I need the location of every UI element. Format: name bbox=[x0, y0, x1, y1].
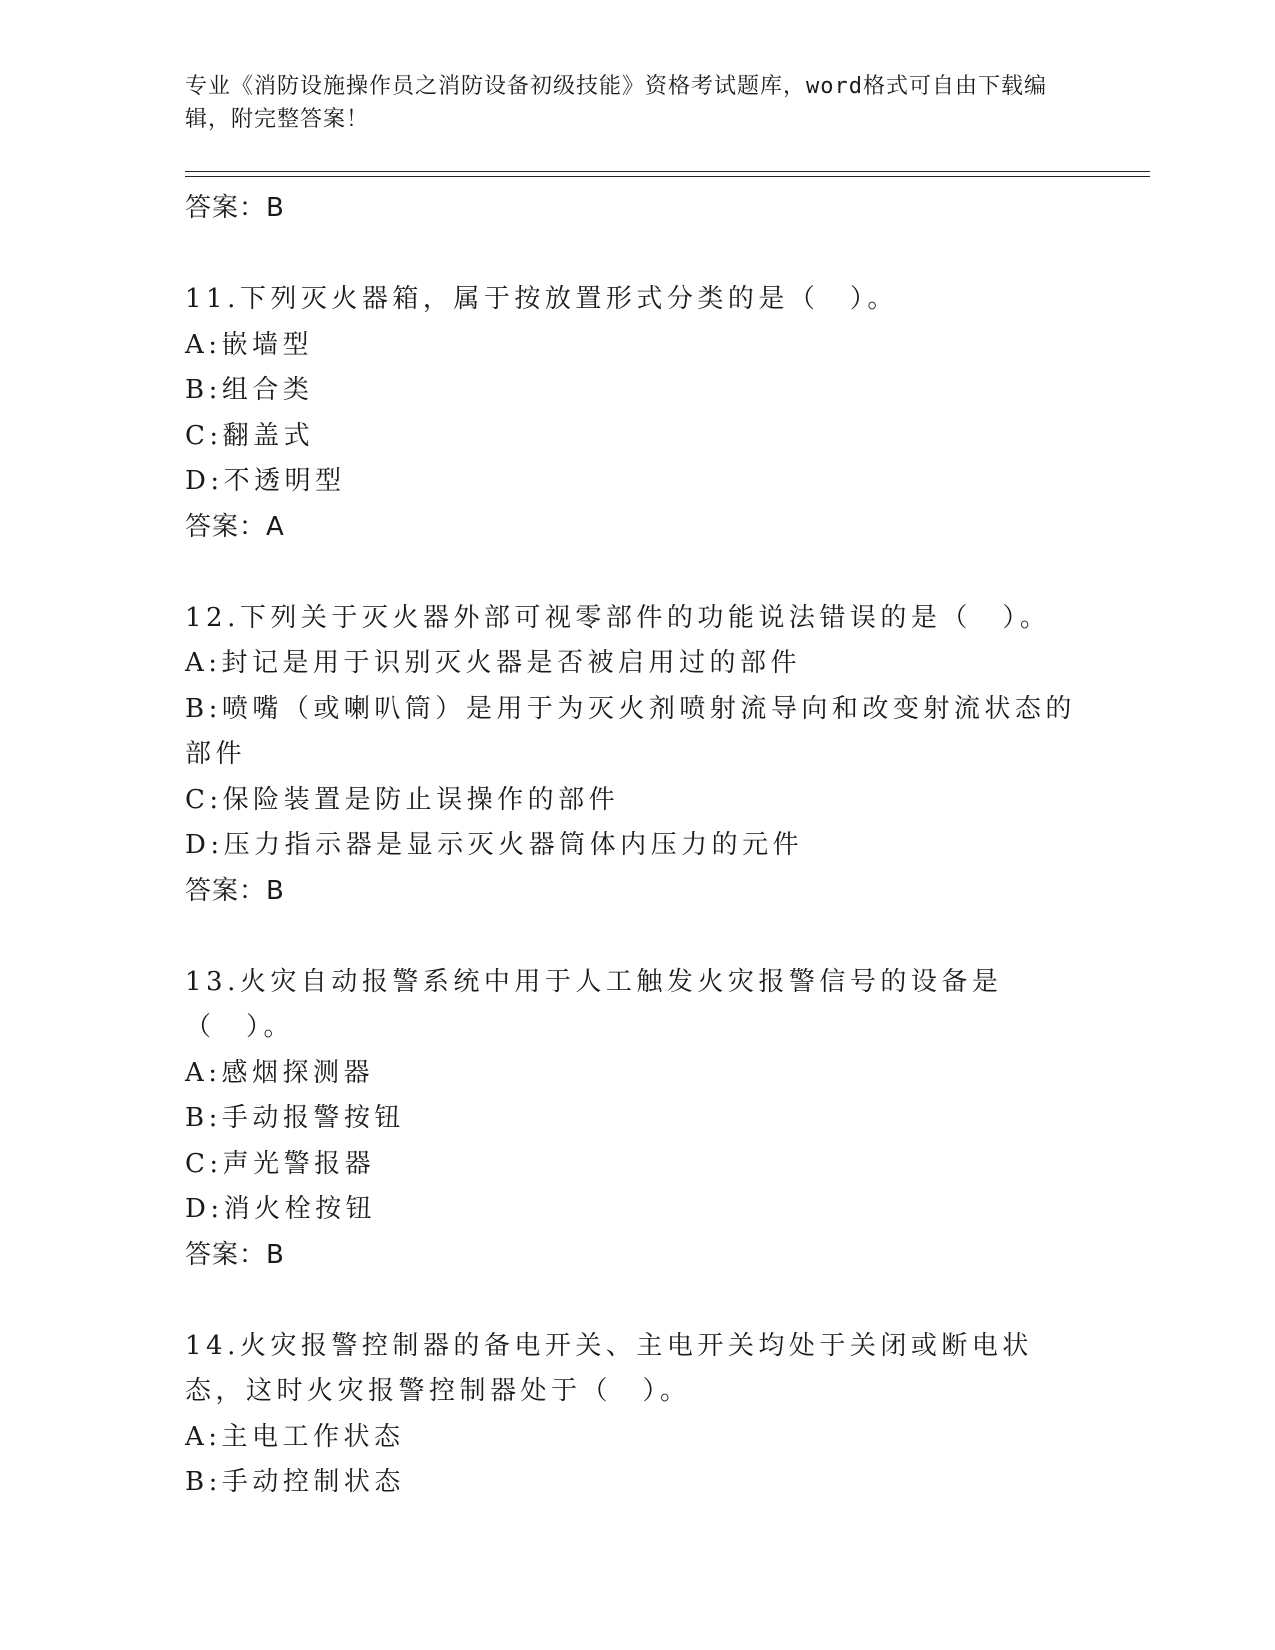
question-list bbox=[185, 186, 1085, 1506]
question-stem: 11.下列灭火器箱，属于按放置形式分类的是（ ）。 bbox=[185, 284, 898, 314]
question-stem: 13.火灾自动报警系统中用于人工触发火灾报警信号的设备是（ ）。 bbox=[185, 966, 1003, 1042]
answer-line: 答案：B bbox=[185, 875, 285, 906]
answer-line: 答案：A bbox=[185, 511, 285, 542]
answer-line: 答案：B bbox=[185, 193, 285, 223]
option-a: A:感烟探测器 bbox=[185, 1057, 375, 1088]
option-a: A:嵌墙型 bbox=[185, 329, 314, 360]
question-14 bbox=[185, 1324, 1085, 1506]
option-d: D:不透明型 bbox=[185, 466, 346, 496]
header-rule-bottom bbox=[185, 176, 1150, 177]
option-b: B:手动控制状态 bbox=[185, 1467, 405, 1497]
question-11 bbox=[185, 277, 1085, 550]
option-d: D:压力指示器是显示灭火器筒体内压力的元件 bbox=[185, 830, 804, 860]
question-stem: 14.火灾报警控制器的备电开关、主电开关均处于关闭或断电状态，这时火灾报警控制器处于（ ）。 bbox=[185, 1330, 1033, 1406]
option-c: C:翻盖式 bbox=[185, 420, 315, 451]
option-c: C:保险装置是防止误操作的部件 bbox=[185, 784, 620, 815]
option-b: B:喷嘴（或喇叭筒）是用于为灭火剂喷射流导向和改变射流状态的部件 bbox=[185, 693, 1076, 769]
option-b: B:组合类 bbox=[185, 375, 314, 405]
option-a: A:封记是用于识别灭火器是否被启用过的部件 bbox=[185, 648, 802, 678]
option-d: D:消火栓按钮 bbox=[185, 1194, 377, 1224]
option-a: A:主电工作状态 bbox=[185, 1421, 405, 1452]
option-b: B:手动报警按钮 bbox=[185, 1103, 405, 1133]
header-rule-top bbox=[185, 171, 1150, 172]
question-stem: 12.下列关于灭火器外部可视零部件的功能说法错误的是（ ）。 bbox=[185, 602, 1051, 633]
document-header: 专业《消防设施操作员之消防设备初级技能》资格考试题库，word格式可自由下载编辑，附完整答案！ bbox=[185, 74, 1047, 132]
question-13 bbox=[185, 960, 1085, 1278]
answer-line: 答案：B bbox=[185, 1239, 285, 1270]
option-c: C:声光警报器 bbox=[185, 1148, 376, 1179]
question-12 bbox=[185, 596, 1085, 914]
